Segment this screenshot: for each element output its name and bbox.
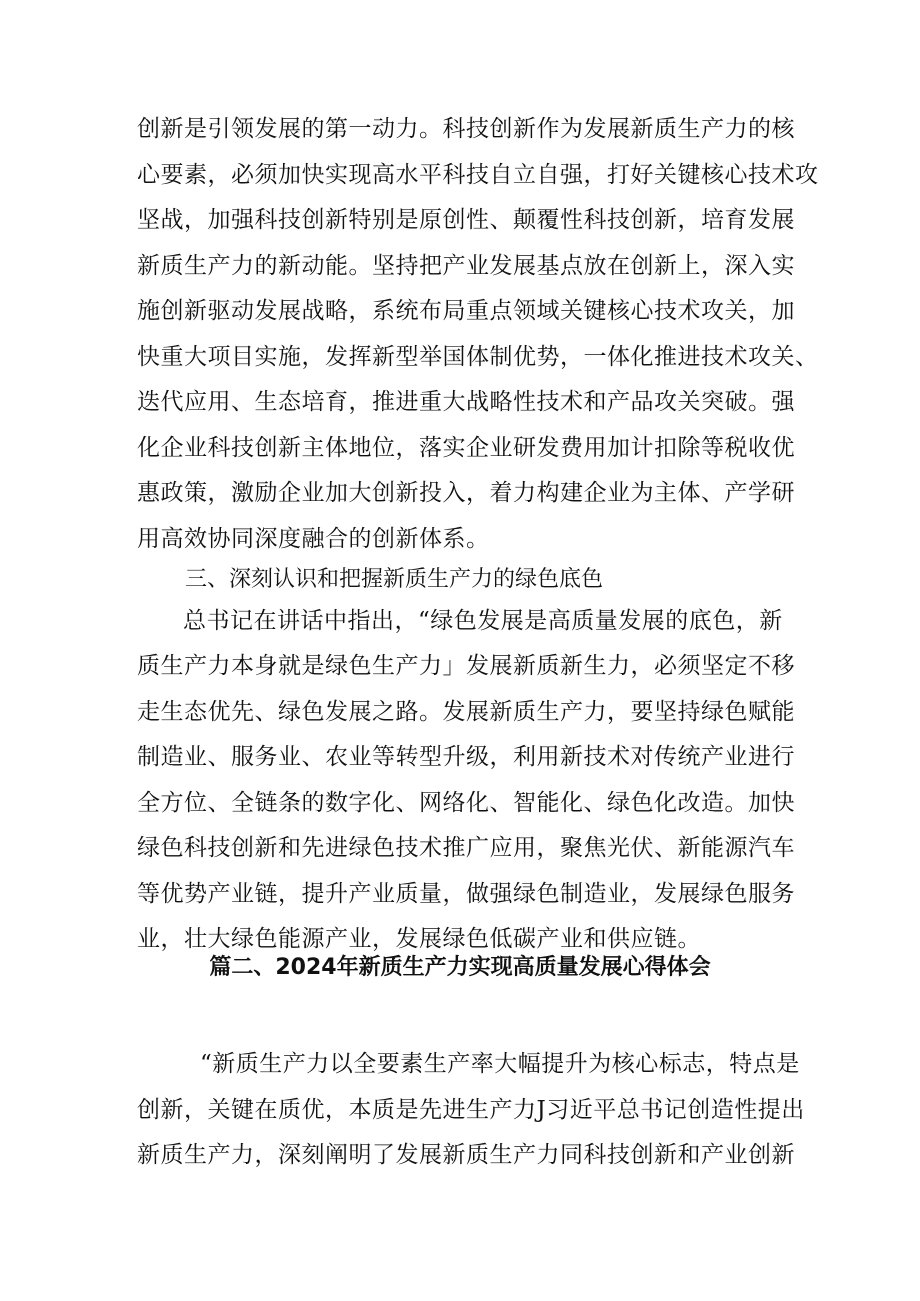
article-title: 篇二、2024年新质生产力实现高质量发展心得体会 bbox=[209, 955, 711, 980]
text-line: 业，壮大绿色能源产业，发展绿色低碳产业和供应链。 bbox=[137, 926, 701, 952]
text-line: 质生产力本身就是绿色生产力」发展新质新生力，必须坚定不移 bbox=[137, 653, 795, 679]
text-line: 创新，关键在质优，本质是先进生产力J习近平总书记创造性提出 bbox=[137, 1097, 805, 1123]
text-line: 用高效协同深度融合的创新体系。 bbox=[137, 526, 490, 552]
section-heading: 三、深刻认识和把握新质生产力的绿色底色 bbox=[185, 567, 604, 592]
text-line: “新质生产力以全要素生产率大幅提升为核心标志，特点是 bbox=[200, 1051, 800, 1077]
text-line: 新质生产力的新动能。坚持把产业发展基点放在创新上，深入实 bbox=[137, 253, 795, 279]
text-line: 绿色科技创新和先进绿色技术推广应用，聚焦光伏、新能源汽车 bbox=[137, 835, 795, 861]
text-line: 新质生产力，深刻阐明了发展新质生产力同科技创新和产业创新 bbox=[137, 1142, 795, 1168]
text-line: 走生态优先、绿色发展之路。发展新质生产力，要坚持绿色赋能 bbox=[137, 699, 795, 725]
text-line: 全方位、全链条的数字化、网络化、智能化、绿色化改造。加快 bbox=[137, 790, 795, 816]
text-line: 快重大项目实施，发挥新型举国体制优势，一体化推进技术攻关、 bbox=[137, 344, 819, 370]
text-line: 等优势产业链，提升产业质量，做强绿色制造业，发展绿色服务 bbox=[137, 881, 795, 907]
text-line: 心要素，必须加快实现高水平科技自立自强，打好关键核心技术攻 bbox=[137, 162, 819, 188]
text-line: 迭代应用、生态培育，推进重大战略性技术和产品攻关突破。强 bbox=[137, 389, 795, 415]
text-line: 施创新驱动发展战略，系统布局重点领域关键核心技术攻关，加 bbox=[137, 298, 795, 324]
text-line: 总书记在讲话中指出，“绿色发展是高质量发展的底色，新 bbox=[183, 608, 783, 634]
text-line: 惠政策，激励企业加大创新投入，着力构建企业为主体、产学研 bbox=[137, 480, 795, 506]
text-line: 化企业科技创新主体地位，落实企业研发费用加计扣除等税收优 bbox=[137, 435, 795, 461]
text-line: 创新是引领发展的第一动力。科技创新作为发展新质生产力的核 bbox=[137, 116, 795, 142]
text-line: 坚战，加强科技创新特别是原创性、颠覆性科技创新，培育发展 bbox=[137, 207, 795, 233]
text-line: 制造业、服务业、农业等转型升级，利用新技术对传统产业进行 bbox=[137, 744, 795, 770]
